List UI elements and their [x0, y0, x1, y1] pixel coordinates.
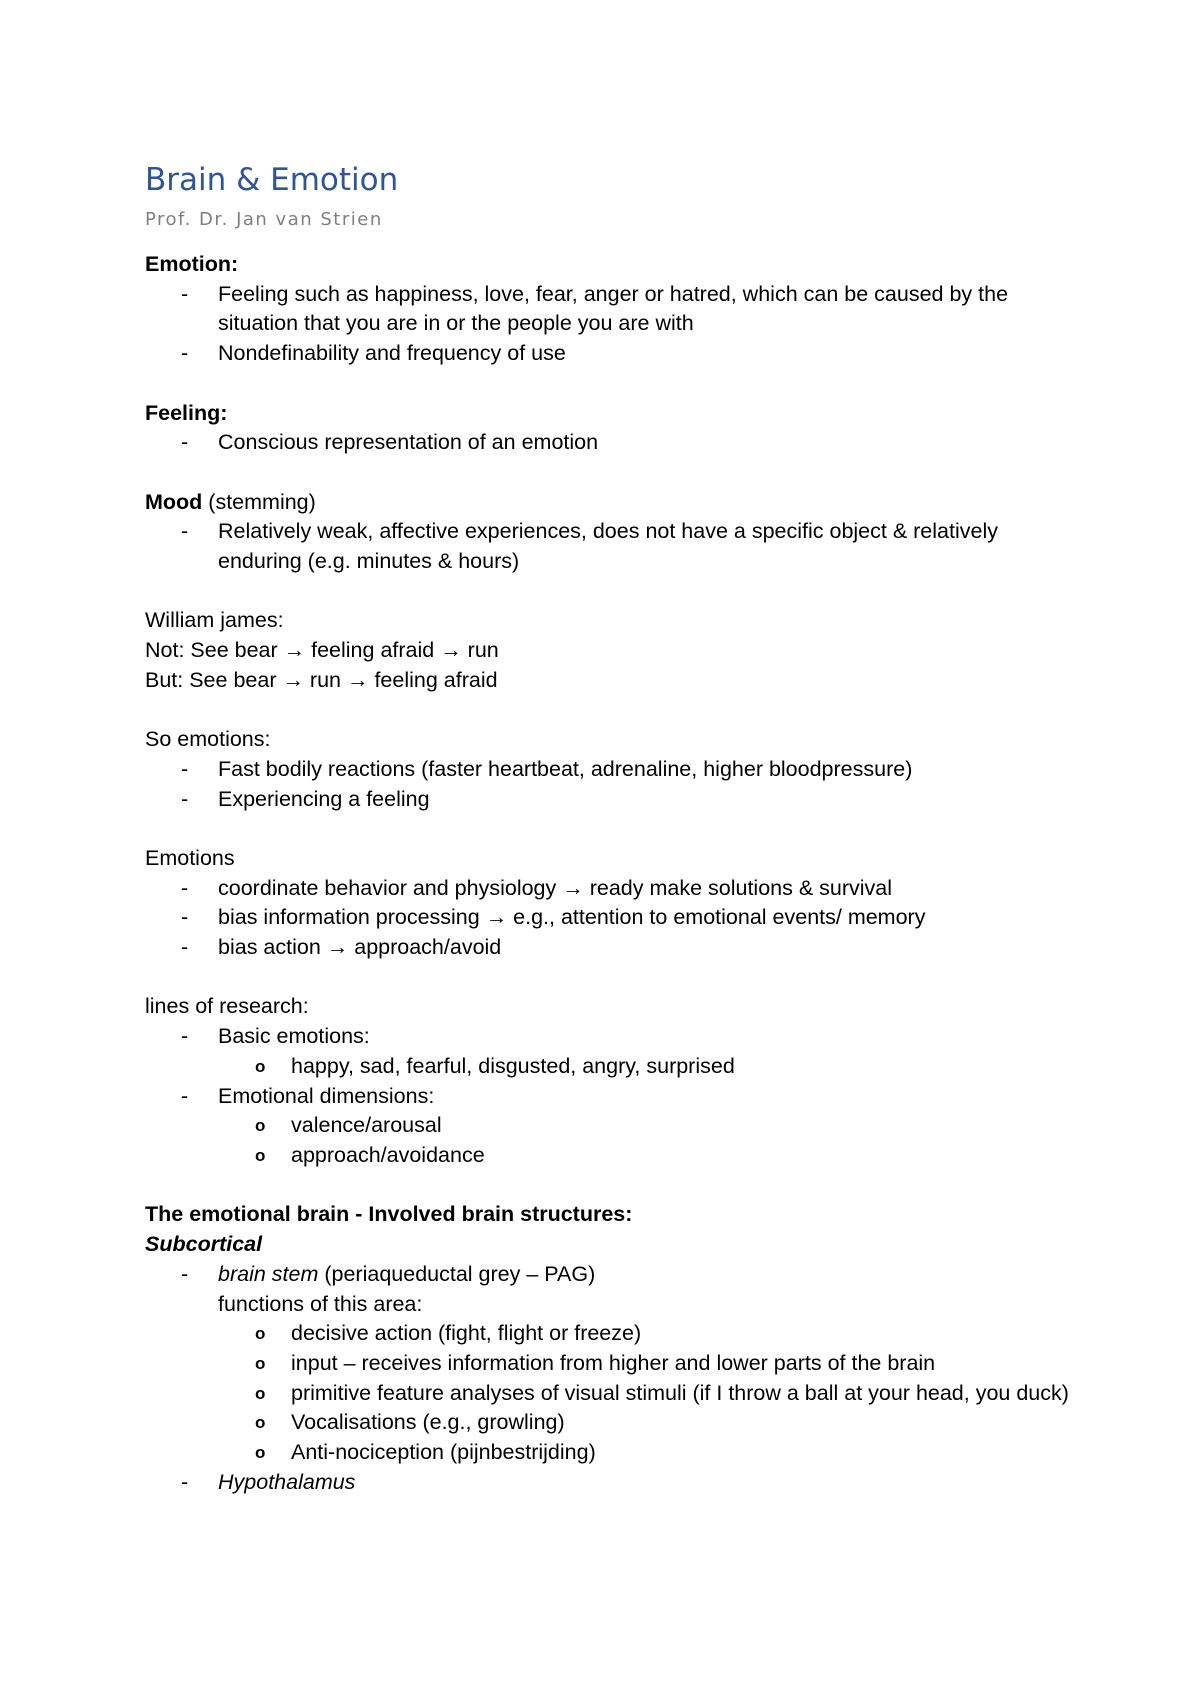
emotions-heading: Emotions — [145, 845, 235, 870]
dash-marker: - — [181, 281, 189, 306]
list-item: - Conscious representation of an emotion — [145, 428, 1075, 458]
dash-marker: - — [181, 430, 189, 455]
list-item: - bias action → approach/avoid — [145, 933, 1075, 963]
emotion-heading: Emotion: — [145, 252, 239, 276]
circle-bullet-icon: o — [255, 1146, 266, 1165]
dash-marker: - — [181, 935, 189, 960]
document-body — [145, 250, 1075, 1497]
subcortical-subheading: Subcortical — [145, 1232, 263, 1257]
circle-bullet-icon: o — [255, 1443, 266, 1463]
list-item: - Hypothalamus — [145, 1468, 1075, 1498]
list-item: - Emotional dimensions: — [145, 1082, 1075, 1112]
dash-marker: - — [181, 905, 189, 930]
list-item: - Feeling such as happiness, love, fear, anger or hatred, which can be caused by the situation that you are in or the people you are with — [181, 281, 1009, 336]
circle-bullet-icon: o — [255, 1324, 266, 1344]
list-item: - Basic emotions: — [145, 1022, 1075, 1052]
circle-bullet-icon: o — [255, 1116, 266, 1136]
sub-list-item: o approach/avoidance — [145, 1141, 1075, 1171]
list-item: - Nondefinability and frequency of use — [145, 339, 1075, 369]
functions-label: functions of this area: — [218, 1291, 423, 1316]
james-line-not: Not: See bear → feeling afraid → run — [145, 638, 499, 663]
dash-marker: - — [181, 756, 189, 781]
feeling-heading: Feeling: — [145, 400, 228, 425]
mood-heading: Mood (stemming) — [145, 489, 316, 514]
dash-marker: - — [181, 875, 189, 900]
sub-list-item: o Vocalisations (e.g., growling) — [145, 1408, 1075, 1438]
dash-marker: - — [181, 1469, 189, 1494]
document-title: Brain & Emotion — [145, 162, 399, 198]
james-line-but: But: See bear → run → feeling afraid — [145, 667, 498, 692]
sub-list-item: o input – receives information from higher and lower parts of the brain — [145, 1349, 1075, 1379]
circle-bullet-icon: o — [255, 1056, 266, 1076]
list-item: - brain stem (periaqueductal grey – PAG) — [145, 1260, 1075, 1290]
list-item: - bias information processing → e.g., attention to emotional events/ memory — [145, 903, 1075, 933]
sub-list-item: o decisive action (fight, flight or freeze) — [145, 1319, 1075, 1349]
dash-marker: - — [181, 1261, 189, 1286]
brain-heading: The emotional brain - Involved brain structures: — [145, 1202, 633, 1227]
document-subtitle: Prof. Dr. Jan van Strien — [145, 209, 383, 230]
circle-bullet-icon: o — [255, 1413, 266, 1433]
dash-marker: - — [181, 1083, 189, 1108]
james-heading: William james: — [145, 608, 284, 633]
dash-marker: - — [181, 1024, 189, 1049]
list-item: - Experiencing a feeling — [145, 785, 1075, 815]
list-item: - Relatively weak, affective experiences, does not have a specific object & relatively enduring (e.g. minutes & hours) — [181, 519, 998, 573]
list-item: - coordinate behavior and physiology → ready make solutions & survival — [145, 874, 1075, 904]
circle-bullet-icon: o — [255, 1383, 266, 1403]
dash-marker: - — [181, 786, 189, 811]
so-emotions-heading: So emotions: — [145, 727, 271, 752]
list-item: - Fast bodily reactions (faster heartbeat, adrenaline, higher bloodpressure) — [145, 755, 1075, 785]
dash-marker: - — [181, 519, 189, 544]
sub-list-item: o valence/arousal — [145, 1111, 1075, 1141]
research-heading: lines of research: — [145, 994, 309, 1019]
dash-marker: - — [181, 341, 189, 366]
sub-list-item: o Anti-nociception (pijnbestrijding) — [145, 1438, 1075, 1468]
circle-bullet-icon: o — [255, 1353, 266, 1373]
sub-list-item: o happy, sad, fearful, disgusted, angry, surprised — [145, 1052, 1075, 1082]
sub-list-item: o primitive feature analyses of visual stimuli (if I throw a ball at your head, you duck) — [145, 1379, 1075, 1409]
